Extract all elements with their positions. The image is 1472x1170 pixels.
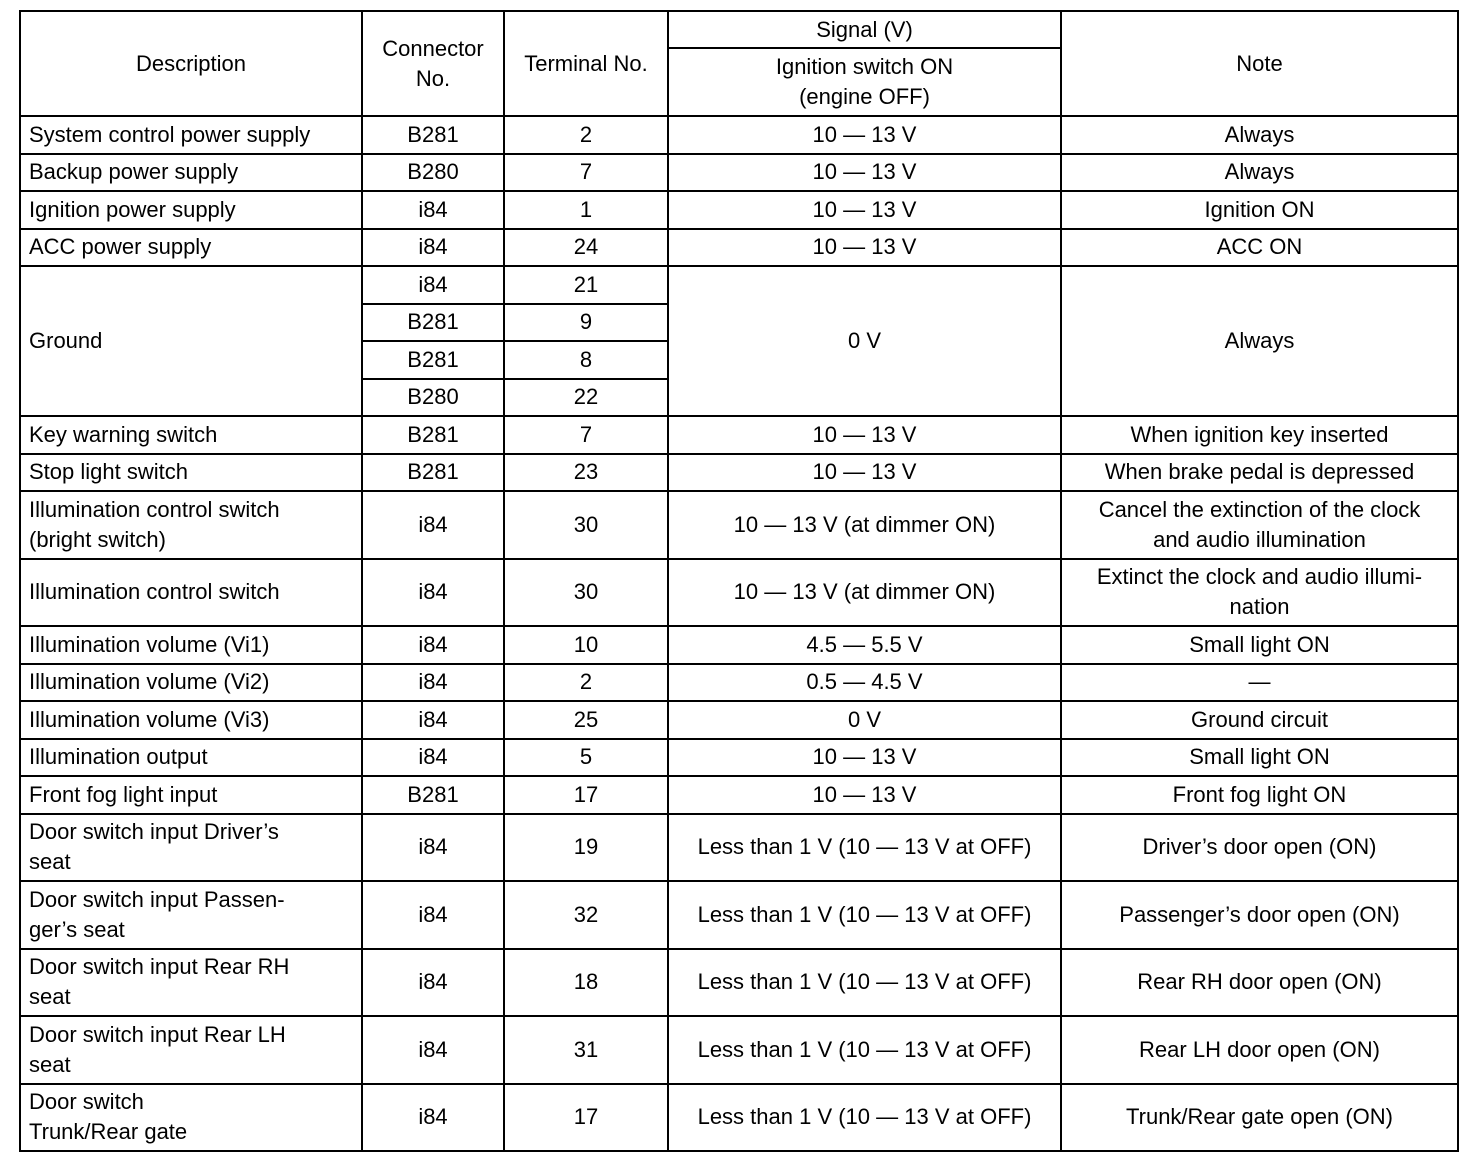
table-row <box>20 949 1458 1017</box>
table-row <box>20 739 1458 777</box>
cell-note: Always <box>1061 116 1458 154</box>
terminal-signal-table <box>19 10 1459 1152</box>
cell-terminal: 7 <box>504 416 668 454</box>
cell-terminal: 19 <box>504 814 668 882</box>
table-row <box>20 626 1458 664</box>
cell-description: Ground <box>20 266 362 416</box>
cell-signal: 10 — 13 V (at dimmer ON) <box>668 559 1061 627</box>
cell-connector: B281 <box>362 116 504 154</box>
cell-description: Backup power supply <box>20 154 362 192</box>
cell-signal: 10 — 13 V (at dimmer ON) <box>668 491 1061 559</box>
cell-note: Ground circuit <box>1061 701 1458 739</box>
cell-description: ACC power supply <box>20 229 362 267</box>
cell-signal: Less than 1 V (10 — 13 V at OFF) <box>668 881 1061 949</box>
table-row <box>20 154 1458 192</box>
cell-note: Cancel the extinction of the clock and audio illumination <box>1061 491 1458 559</box>
cell-signal: 0.5 — 4.5 V <box>668 664 1061 702</box>
cell-terminal: 7 <box>504 154 668 192</box>
cell-description: System control power supply <box>20 116 362 154</box>
cell-connector: i84 <box>362 881 504 949</box>
cell-connector: i84 <box>362 1016 504 1084</box>
cell-connector: B281 <box>362 776 504 814</box>
cell-description: Ignition power supply <box>20 191 362 229</box>
header-signal: Signal (V) <box>668 11 1061 48</box>
cell-note: Rear LH door open (ON) <box>1061 1016 1458 1084</box>
cell-signal: Less than 1 V (10 — 13 V at OFF) <box>668 949 1061 1017</box>
cell-note: Rear RH door open (ON) <box>1061 949 1458 1017</box>
cell-connector: B280 <box>362 154 504 192</box>
cell-signal: 10 — 13 V <box>668 739 1061 777</box>
table-row <box>20 416 1458 454</box>
cell-note: Always <box>1061 266 1458 416</box>
terminal-table-wrapper <box>19 10 1459 1152</box>
cell-connector: i84 <box>362 191 504 229</box>
cell-connector: i84 <box>362 266 504 304</box>
table-row <box>20 881 1458 949</box>
table-row <box>20 559 1458 627</box>
cell-description: Illumination volume (Vi1) <box>20 626 362 664</box>
cell-signal: 10 — 13 V <box>668 191 1061 229</box>
cell-connector: i84 <box>362 949 504 1017</box>
cell-terminal: 9 <box>504 304 668 342</box>
cell-note: Always <box>1061 154 1458 192</box>
cell-description: Illumination output <box>20 739 362 777</box>
cell-connector: i84 <box>362 739 504 777</box>
cell-connector: B281 <box>362 341 504 379</box>
cell-note: Trunk/Rear gate open (ON) <box>1061 1084 1458 1152</box>
cell-description: Door switch input Passen- ger’s seat <box>20 881 362 949</box>
cell-note: Extinct the clock and audio illumi- nation <box>1061 559 1458 627</box>
cell-signal: Less than 1 V (10 — 13 V at OFF) <box>668 1016 1061 1084</box>
cell-signal: 10 — 13 V <box>668 416 1061 454</box>
cell-terminal: 10 <box>504 626 668 664</box>
cell-terminal: 21 <box>504 266 668 304</box>
cell-terminal: 17 <box>504 776 668 814</box>
table-body <box>20 116 1458 1151</box>
cell-terminal: 18 <box>504 949 668 1017</box>
cell-terminal: 32 <box>504 881 668 949</box>
table-row <box>20 454 1458 492</box>
table-row <box>20 229 1458 267</box>
cell-terminal: 1 <box>504 191 668 229</box>
table-row <box>20 664 1458 702</box>
cell-signal: 10 — 13 V <box>668 454 1061 492</box>
cell-note: Driver’s door open (ON) <box>1061 814 1458 882</box>
cell-terminal: 8 <box>504 341 668 379</box>
table-row <box>20 191 1458 229</box>
cell-terminal: 25 <box>504 701 668 739</box>
cell-note: — <box>1061 664 1458 702</box>
header-connector-no: Connector No. <box>362 11 504 116</box>
cell-signal: 0 V <box>668 701 1061 739</box>
cell-signal: 10 — 13 V <box>668 154 1061 192</box>
cell-terminal: 2 <box>504 664 668 702</box>
cell-terminal: 5 <box>504 739 668 777</box>
cell-connector: B281 <box>362 454 504 492</box>
cell-signal: 10 — 13 V <box>668 116 1061 154</box>
cell-note: ACC ON <box>1061 229 1458 267</box>
cell-note: Small light ON <box>1061 626 1458 664</box>
table-row <box>20 491 1458 559</box>
cell-description: Key warning switch <box>20 416 362 454</box>
cell-connector: i84 <box>362 701 504 739</box>
cell-connector: i84 <box>362 491 504 559</box>
cell-description: Front fog light input <box>20 776 362 814</box>
cell-description: Door switch Trunk/Rear gate <box>20 1084 362 1152</box>
cell-connector: i84 <box>362 664 504 702</box>
table-row <box>20 776 1458 814</box>
cell-description: Illumination volume (Vi2) <box>20 664 362 702</box>
cell-note: When brake pedal is depressed <box>1061 454 1458 492</box>
cell-signal: 10 — 13 V <box>668 776 1061 814</box>
cell-note: Small light ON <box>1061 739 1458 777</box>
cell-note: When ignition key inserted <box>1061 416 1458 454</box>
cell-terminal: 2 <box>504 116 668 154</box>
cell-note: Passenger’s door open (ON) <box>1061 881 1458 949</box>
cell-connector: B281 <box>362 416 504 454</box>
cell-signal: 4.5 — 5.5 V <box>668 626 1061 664</box>
header-description: Description <box>20 11 362 116</box>
table-row <box>20 701 1458 739</box>
cell-description: Illumination control switch <box>20 559 362 627</box>
cell-description: Door switch input Rear RH seat <box>20 949 362 1017</box>
cell-connector: i84 <box>362 1084 504 1152</box>
cell-terminal: 30 <box>504 491 668 559</box>
table-row <box>20 116 1458 154</box>
cell-description: Door switch input Driver’s seat <box>20 814 362 882</box>
cell-signal: 0 V <box>668 266 1061 416</box>
cell-signal: 10 — 13 V <box>668 229 1061 267</box>
header-note: Note <box>1061 11 1458 116</box>
cell-connector: i84 <box>362 559 504 627</box>
cell-terminal: 17 <box>504 1084 668 1152</box>
cell-connector: i84 <box>362 229 504 267</box>
cell-description: Illumination volume (Vi3) <box>20 701 362 739</box>
cell-terminal: 30 <box>504 559 668 627</box>
cell-terminal: 23 <box>504 454 668 492</box>
table-row <box>20 1084 1458 1152</box>
header-terminal-no: Terminal No. <box>504 11 668 116</box>
cell-note: Front fog light ON <box>1061 776 1458 814</box>
table-row <box>20 814 1458 882</box>
table-row-ground <box>20 266 1458 304</box>
cell-terminal: 24 <box>504 229 668 267</box>
cell-terminal: 22 <box>504 379 668 417</box>
cell-connector: i84 <box>362 814 504 882</box>
cell-description: Illumination control switch (bright switch) <box>20 491 362 559</box>
cell-signal: Less than 1 V (10 — 13 V at OFF) <box>668 1084 1061 1152</box>
cell-note: Ignition ON <box>1061 191 1458 229</box>
cell-connector: i84 <box>362 626 504 664</box>
cell-description: Door switch input Rear LH seat <box>20 1016 362 1084</box>
cell-signal: Less than 1 V (10 — 13 V at OFF) <box>668 814 1061 882</box>
header-signal-condition: Ignition switch ON (engine OFF) <box>668 48 1061 116</box>
cell-terminal: 31 <box>504 1016 668 1084</box>
cell-connector: B280 <box>362 379 504 417</box>
table-row <box>20 1016 1458 1084</box>
cell-connector: B281 <box>362 304 504 342</box>
cell-description: Stop light switch <box>20 454 362 492</box>
